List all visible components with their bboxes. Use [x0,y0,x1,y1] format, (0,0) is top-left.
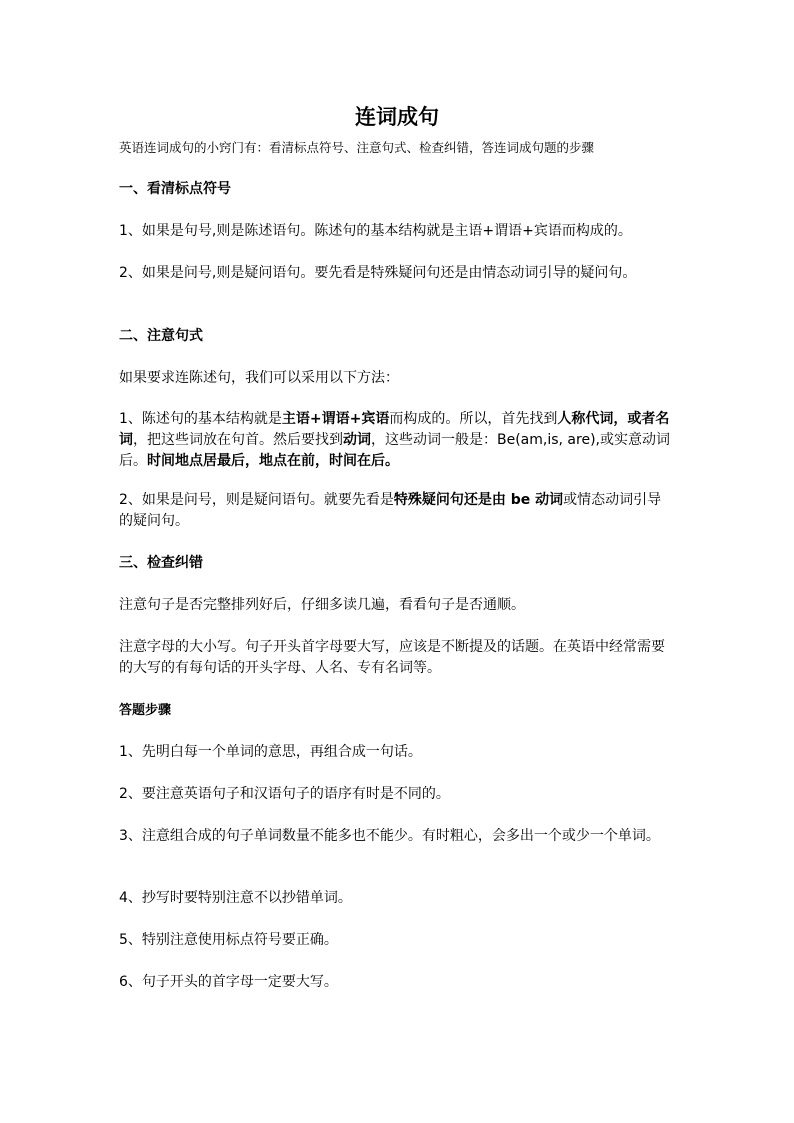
section2-heading: 二、注意句式 [119,328,203,344]
text-run: 而构成的。所以，首先找到 [389,411,558,427]
step-item: 4、抄写时要特别注意不以抄错单词。 [119,890,352,906]
text-run: 或情态动词引导的疑问句。 [119,492,662,529]
text-run: 1、陈述句的基本结构就是 [119,411,282,427]
section3-heading: 三、检查纠错 [119,555,203,571]
bold-run: 时间地点居最后，地点在前，时间在后。 [147,453,399,469]
step-item: 1、先明白每一个单词的意思，再组合成一句话。 [119,744,422,760]
steps-heading: 答题步骤 [119,703,172,718]
step-item: 2、要注意英语句子和汉语句子的语序有时是不同的。 [119,786,450,802]
section1-paragraph-2: 2、如果是问号,则是疑问语句。要先看是特殊疑问句还是由情态动词引导的疑问句。 [119,265,637,281]
section2-lead: 如果要求连陈述句，我们可以采用以下方法： [119,370,399,386]
bold-run: 主语+谓语+宾语 [281,411,390,427]
step-item: 6、句子开头的首字母一定要大写。 [119,974,338,990]
section3-paragraph-1: 注意句子是否完整排列好后，仔细多读几遍，看看句子是否通顺。 [119,597,525,613]
section1-paragraph-1: 1、如果是句号,则是陈述语句。陈述句的基本结构就是主语+谓语+宾语而构成的。 [119,223,632,239]
section3-paragraph-2: 注意字母的大小写。句子开头首字母要大写，应该是不断提及的话题。在英语中经常需要的大写的有每句话的开头字母、人名、专有名词等。 [119,639,665,676]
step-item: 5、特别注意使用标点符号要正确。 [119,932,338,948]
text-run: 2、如果是问号，则是疑问语句。就要先看是 [119,492,394,508]
text-run: ，这些动词一般是：Be(am,is, are),或实意动词后。 [119,432,670,469]
document-title: 连词成句 [355,104,439,129]
section1-heading: 一、看清标点符号 [119,181,231,197]
section2-paragraph-2 [119,490,675,532]
intro-paragraph: 英语连词成句的小窍门有：看清标点符号、注意句式、检查纠错，答连词成句题的步骤 [119,140,595,155]
step-item: 3、注意组合成的句子单词数量不能多也不能少。有时粗心，会多出一个或少一个单词。 [119,828,660,844]
text-run: ，把这些词放在句首。然后要找到 [133,432,343,448]
bold-run: 特殊疑问句还是由 be 动词 [393,492,564,508]
bold-run: 人称代词，或者名词 [119,411,670,448]
bold-run: 动词 [343,432,371,448]
section2-paragraph-1 [119,409,675,472]
